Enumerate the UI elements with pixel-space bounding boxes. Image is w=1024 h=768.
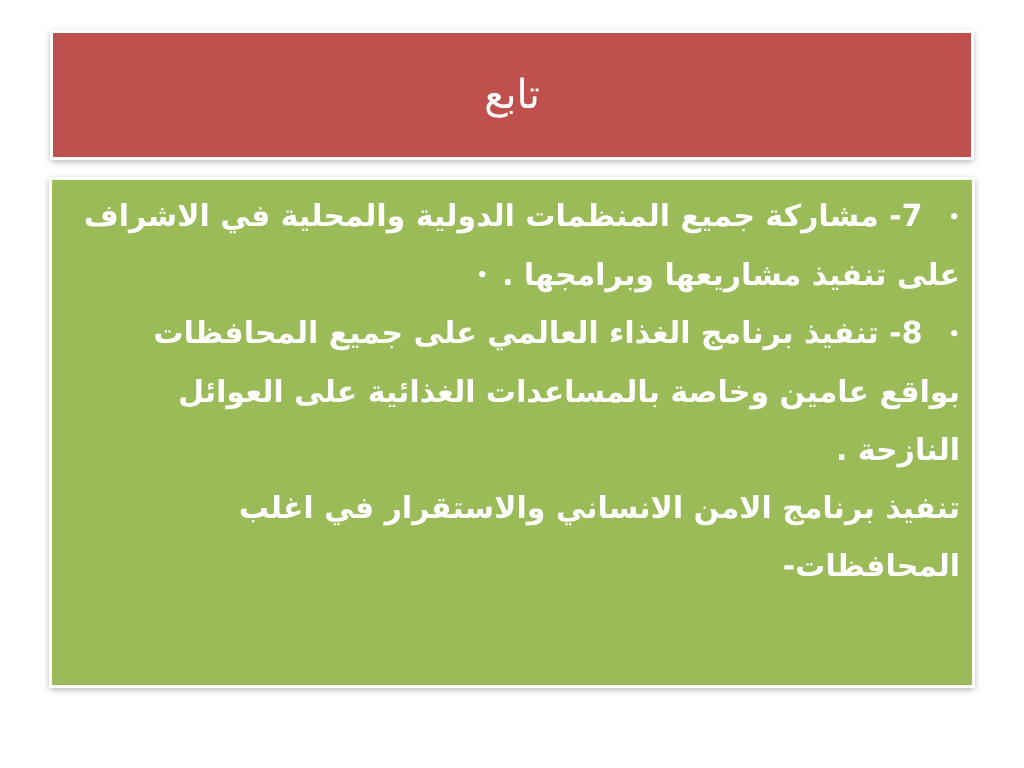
bullet-icon: • [948,323,960,345]
bullet-item-7-line1: 7- مشاركة جميع المنظمات الدولية والمحلية في الاشراف [83,199,923,234]
content-body [72,188,960,596]
bullet-item-7-line2: على تنفيذ مشاريعها وبرامجها . [502,257,960,293]
bullet-icon: • [948,206,960,228]
paragraph-human-security-text: تنفيذ برنامج الامن الانساني والاستقرار في اغلب المحافظات- [238,490,960,584]
bullet-item-7 [72,188,960,247]
bullet-item-8 [72,305,960,480]
content-placeholder [52,180,972,685]
bullet-item-7-continuation [72,247,960,306]
bullet-item-8-text: 8- تنفيذ برنامج الغذاء العالمي على جميع المحافظات بواقع عامين وخاصة بالمساعدات الغذائية على العوائل النازحة . [153,316,960,468]
title-placeholder [53,33,971,157]
paragraph-human-security [72,480,960,596]
slide-title: تابع [484,72,540,118]
bullet-icon: • [476,265,489,286]
